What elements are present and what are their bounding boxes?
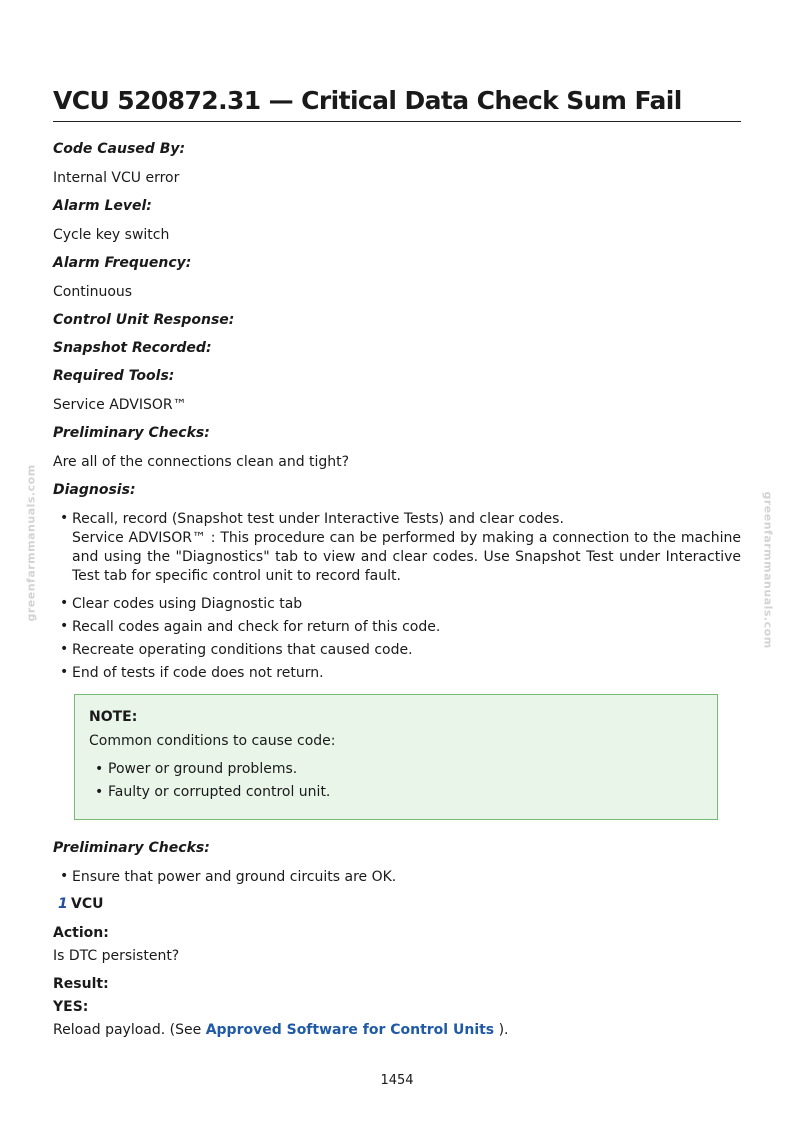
alarm-frequency-label: Alarm Frequency:	[53, 255, 192, 271]
bullet-icon: •	[60, 618, 69, 634]
yes-prefix: Reload payload. (See	[53, 1022, 206, 1038]
note-intro: Common conditions to cause code:	[89, 733, 336, 749]
required-tools-value: Service ADVISOR™	[53, 397, 187, 413]
code-caused-by-label: Code Caused By:	[53, 141, 186, 157]
control-unit-response-label: Control Unit Response:	[53, 312, 235, 328]
page-number: 1454	[380, 1073, 414, 1088]
watermark-left: greenfarmmanuals.com	[24, 464, 38, 622]
list-item: Recall, record (Snapshot test under Interactive Tests) and clear codes.	[72, 511, 564, 527]
bullet-icon: •	[60, 868, 69, 884]
snapshot-recorded-label: Snapshot Recorded:	[53, 340, 212, 356]
list-item: Recall codes again and check for return of this code.	[72, 619, 441, 635]
list-item-detail: Service ADVISOR™ : This procedure can be performed by making a connection to the machine and using the "Diagnostics" tab to view and clear codes. Use Snapshot Test under Interactive Test tab for specific control unit to record fault.	[72, 530, 741, 584]
bullet-icon: •	[95, 761, 104, 777]
diagnosis-label: Diagnosis:	[53, 482, 136, 498]
code-caused-by-value: Internal VCU error	[53, 170, 180, 186]
yes-label: YES:	[53, 999, 89, 1015]
preliminary-checks-label: Preliminary Checks:	[53, 425, 210, 441]
list-item: Recreate operating conditions that caused code.	[72, 642, 413, 658]
result-label: Result:	[53, 976, 109, 992]
note-item: Power or ground problems.	[108, 761, 298, 777]
note-box	[74, 694, 718, 820]
required-tools-label: Required Tools:	[53, 368, 175, 384]
note-item: Faulty or corrupted control unit.	[108, 784, 331, 800]
preliminary-checks-value: Are all of the connections clean and tight?	[53, 454, 350, 470]
step-number: 1	[58, 896, 68, 912]
action-label: Action:	[53, 925, 109, 941]
preliminary-checks-label-2: Preliminary Checks:	[53, 840, 210, 856]
yes-suffix: ).	[494, 1022, 509, 1038]
alarm-level-label: Alarm Level:	[53, 198, 152, 214]
alarm-frequency-value: Continuous	[53, 284, 133, 300]
yes-text	[53, 1022, 509, 1038]
list-item: Ensure that power and ground circuits are OK.	[72, 869, 397, 885]
bullet-icon: •	[60, 510, 69, 526]
bullet-icon: •	[95, 784, 104, 800]
watermark-right: greenfarmmanuals.com	[761, 491, 775, 649]
approved-software-link[interactable]: Approved Software for Control Units	[205, 1022, 495, 1038]
action-value: Is DTC persistent?	[53, 948, 180, 964]
alarm-level-value: Cycle key switch	[53, 227, 170, 243]
page-title: VCU 520872.31 — Critical Data Check Sum Fail	[53, 86, 741, 122]
bullet-icon: •	[60, 664, 69, 680]
list-item: End of tests if code does not return.	[72, 665, 324, 681]
step-title: VCU	[71, 896, 104, 912]
bullet-icon: •	[60, 595, 69, 611]
note-heading: NOTE:	[89, 709, 138, 725]
bullet-icon: •	[60, 641, 69, 657]
list-item: Clear codes using Diagnostic tab	[72, 596, 303, 612]
